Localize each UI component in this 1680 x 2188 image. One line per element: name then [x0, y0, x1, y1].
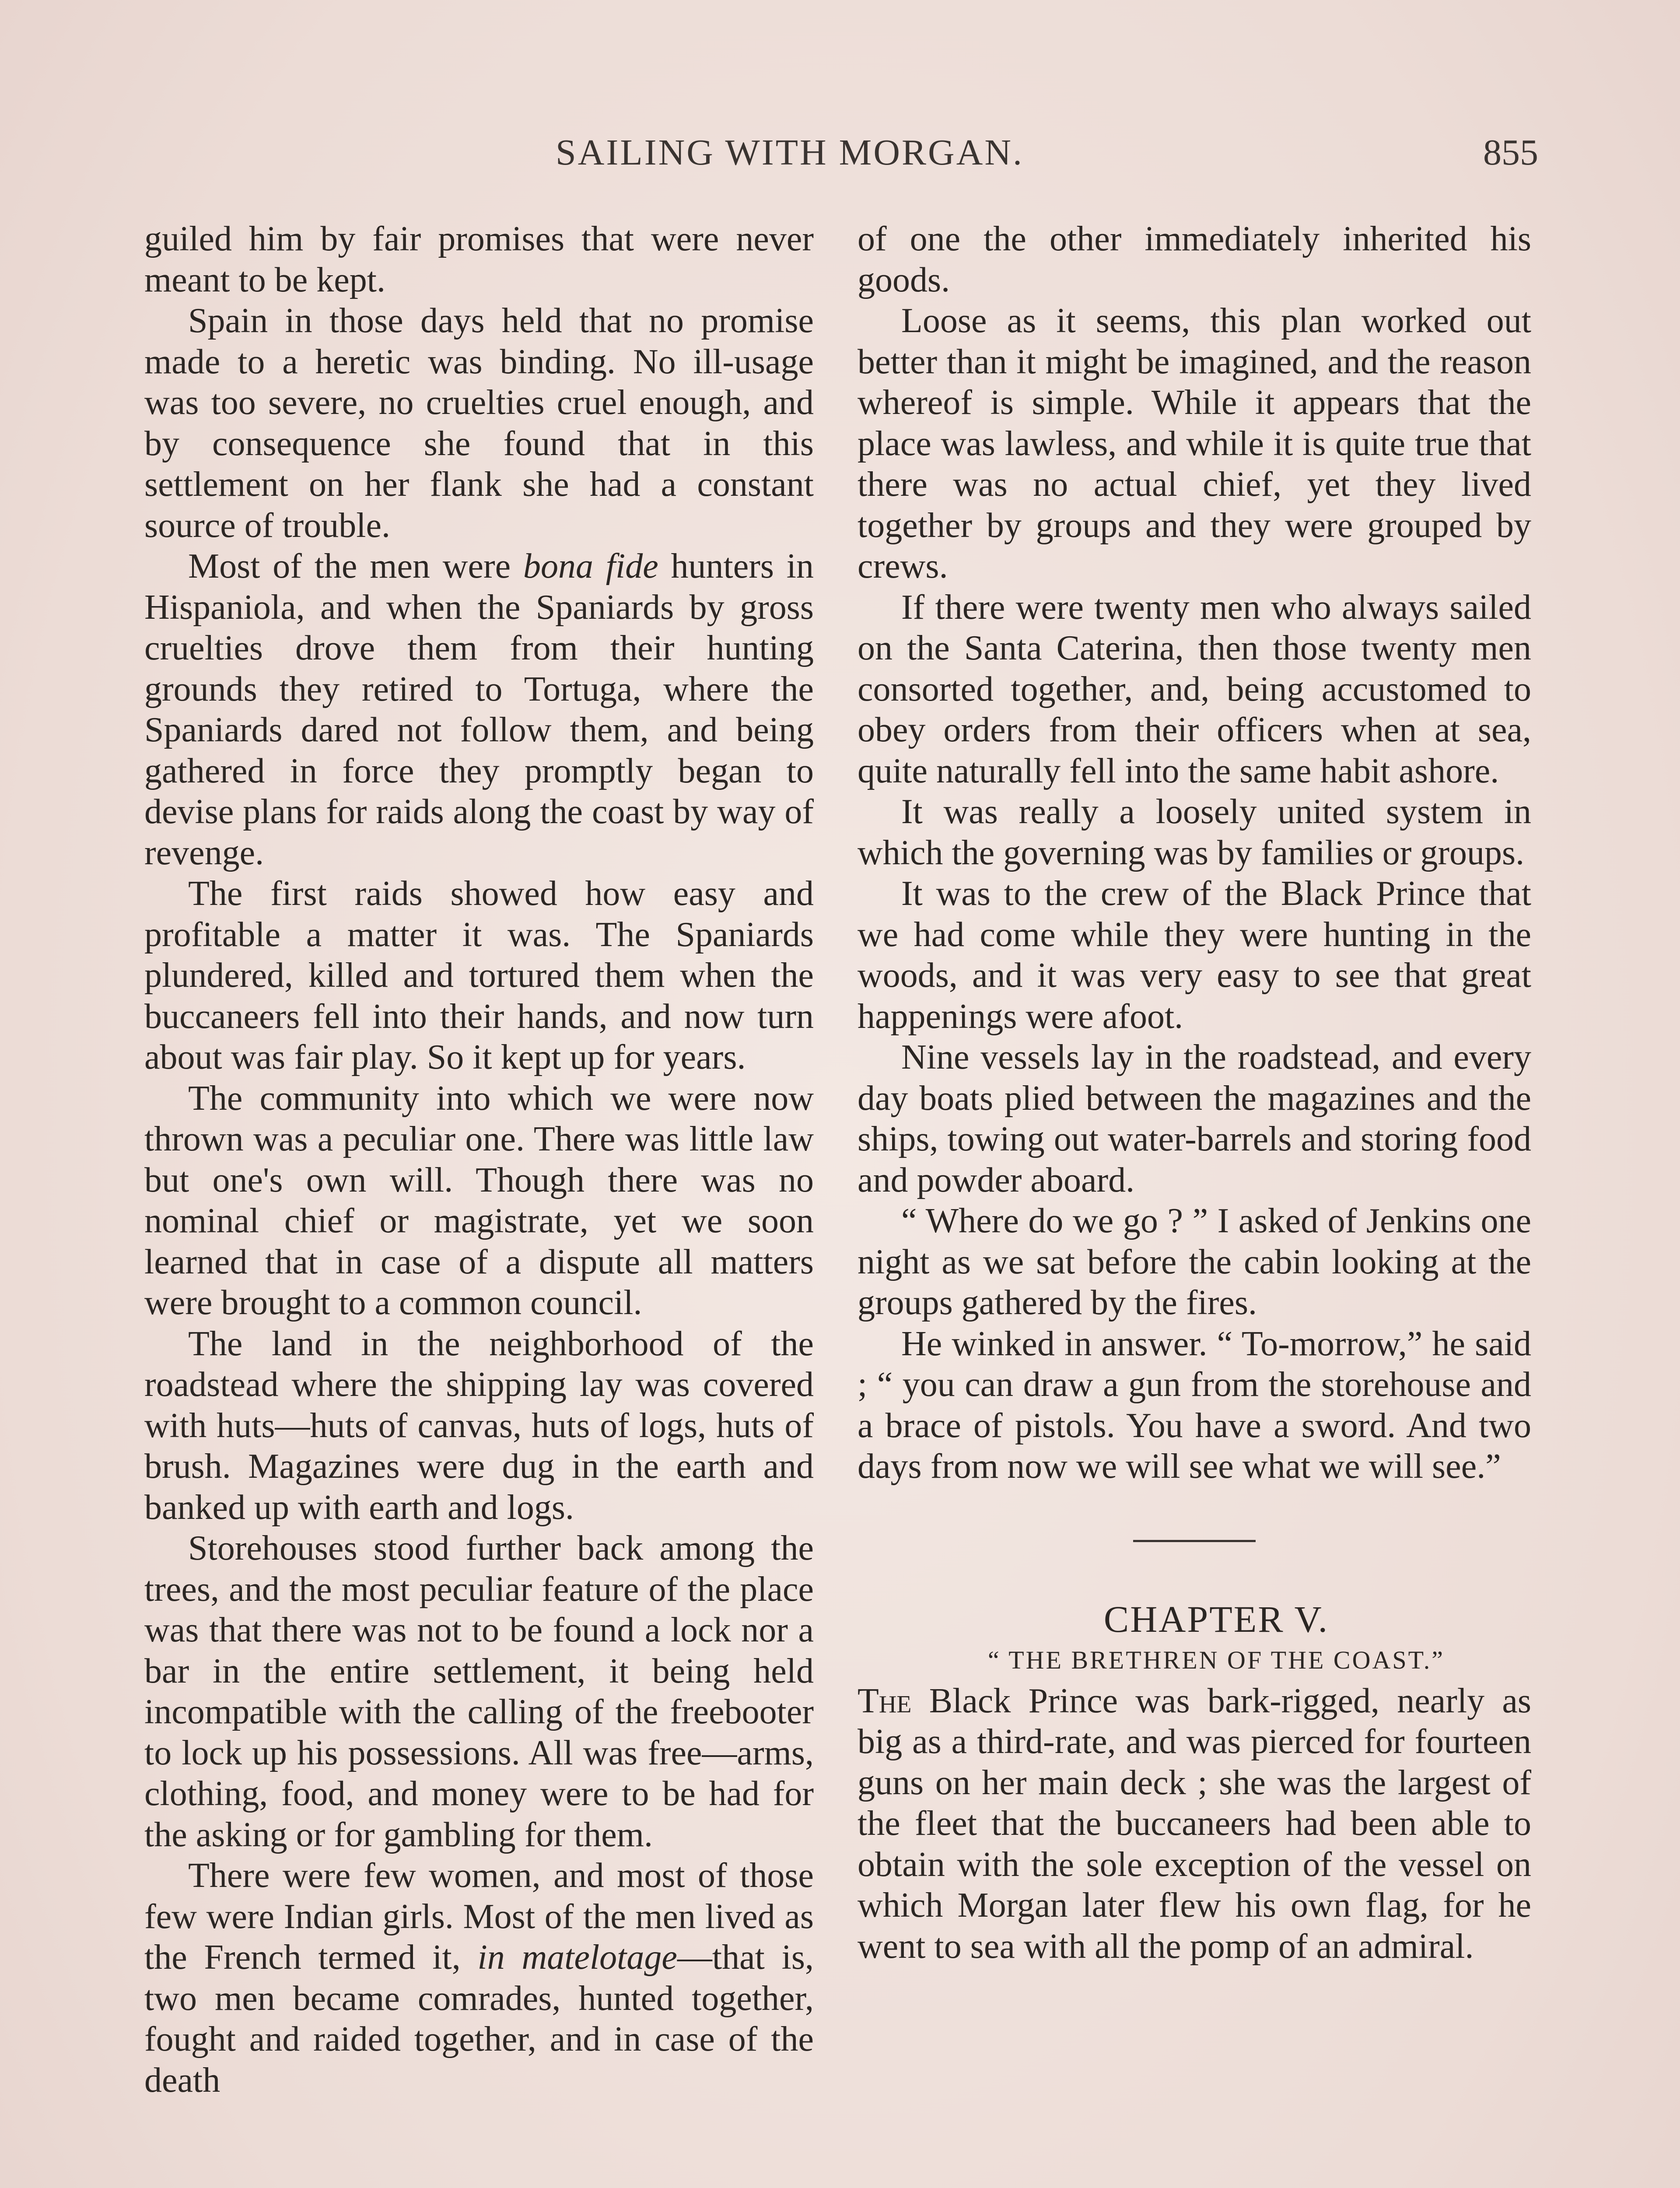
paragraph: guiled him by fair promises that were never meant to be kept. — [144, 220, 814, 299]
left-column — [144, 219, 814, 2101]
paragraph: Spain in those days held that no promise made to a heretic was binding. No ill-usage was too severe, no cruelties cruel enough, and by consequence she found that in this settlement on her flank she had a constant source of trouble. — [144, 302, 814, 545]
paragraph: It was to the crew of the Black Prince that we had come while they were hunting in the woods, and it was very easy to see that great happenings were afoot. — [858, 874, 1531, 1036]
paragraph — [144, 1855, 814, 2101]
right-column — [858, 219, 1531, 1967]
chapter-title: CHAPTER V. — [1103, 1598, 1329, 1640]
paragraph-text: Black Prince was bark-rigged, nearly as big as a third-rate, and was pierced for fourteen guns on her main deck ; she was the largest of the fleet that the buccaneers had been able to obtain with the sole exception of the vessel on which Morgan later flew his own flag, for he went to sea with all the pomp of an admiral. — [858, 1681, 1531, 1966]
paragraph: Storehouses stood further back among the trees, and the most peculiar feature of the place was that there was not to be found a lock nor a bar in the entire settlement, it being held incompatible with the calling of the freebooter to lock up his possessions. All was free—arms, clothing, food, and money were to be had for the asking or for gambling for them. — [144, 1529, 814, 1854]
paragraph-text: Most of the men were — [188, 547, 511, 586]
chapter-subtitle: “ THE BRETHREN OF THE COAST.” — [988, 1646, 1445, 1674]
paragraph: Loose as it seems, this plan worked out better than it might be imagined, and the reason whereof is simple. While it appears that the place was lawless, and while it is quite true that there was no actual chief, yet they lived together by groups and they were grouped by crews. — [858, 302, 1531, 586]
paragraph: The community into which we were now thrown was a peculiar one. There was little law but one's own will. Though there was no nominal chief or magistrate, yet we soon learned that in case of a dispute all matters were brought to a common council. — [144, 1079, 814, 1322]
paragraph — [144, 546, 814, 873]
italic-phrase: bona fide — [523, 547, 658, 586]
paragraph: Nine vessels lay in the roadstead, and every day boats plied between the magazines and the ships, towing out water-barrels and storing food and powder aboard. — [858, 1038, 1531, 1199]
paragraph: The land in the neighborhood of the roadstead where the shipping lay was covered with huts—huts of canvas, huts of logs, huts of brush. Magazines were dug in the earth and banked up with earth and logs. — [144, 1324, 814, 1527]
paragraph-text: hunters in Hispaniola, and when the Spaniards by gross cruelties drove them from their hunting grounds they retired to Tortuga, where the Spaniards dared not follow them, and being gathered in force they promptly began to devise plans for raids along the coast by way of revenge. — [144, 547, 814, 872]
section-divider — [1133, 1540, 1256, 1542]
paragraph: He winked in answer. “ To-morrow,” he said ; “ you can draw a gun from the storehouse and a brace of pistols. You have a sword. And two days from now we will see what we will see.” — [858, 1324, 1531, 1486]
chapter-opening-paragraph — [858, 1681, 1531, 1967]
lead-word: The — [858, 1681, 912, 1720]
paragraph-text: There were few women, and most of those few were Indian girls. Most of the men lived as the French termed it, — [144, 1856, 814, 1977]
paragraph-text: —that is, two men became comrades, hunted together, fought and raided together, and in case of the death — [144, 1938, 814, 2100]
italic-phrase: in matelotage — [477, 1938, 677, 1977]
paragraph: The first raids showed how easy and profitable a matter it was. The Spaniards plundered, killed and tortured them when the buccaneers fell into their hands, and now turn about was fair play. So it kept up for years. — [144, 874, 814, 1076]
paragraph: “ Where do we go ? ” I asked of Jenkins one night as we sat before the cabin looking at the groups gathered by the fires. — [858, 1202, 1531, 1322]
running-title: SAILING WITH MORGAN. — [556, 132, 1024, 173]
page-number: 855 — [1483, 132, 1538, 173]
paragraph: of one the other immediately inherited his goods. — [858, 220, 1531, 299]
paragraph: If there were twenty men who always sailed on the Santa Caterina, then those twenty men consorted together, and, being accustomed to obey orders from their officers when at sea, quite naturally fell into the same habit ashore. — [858, 588, 1531, 790]
paragraph: It was really a loosely united system in which the governing was by families or groups. — [858, 792, 1531, 872]
